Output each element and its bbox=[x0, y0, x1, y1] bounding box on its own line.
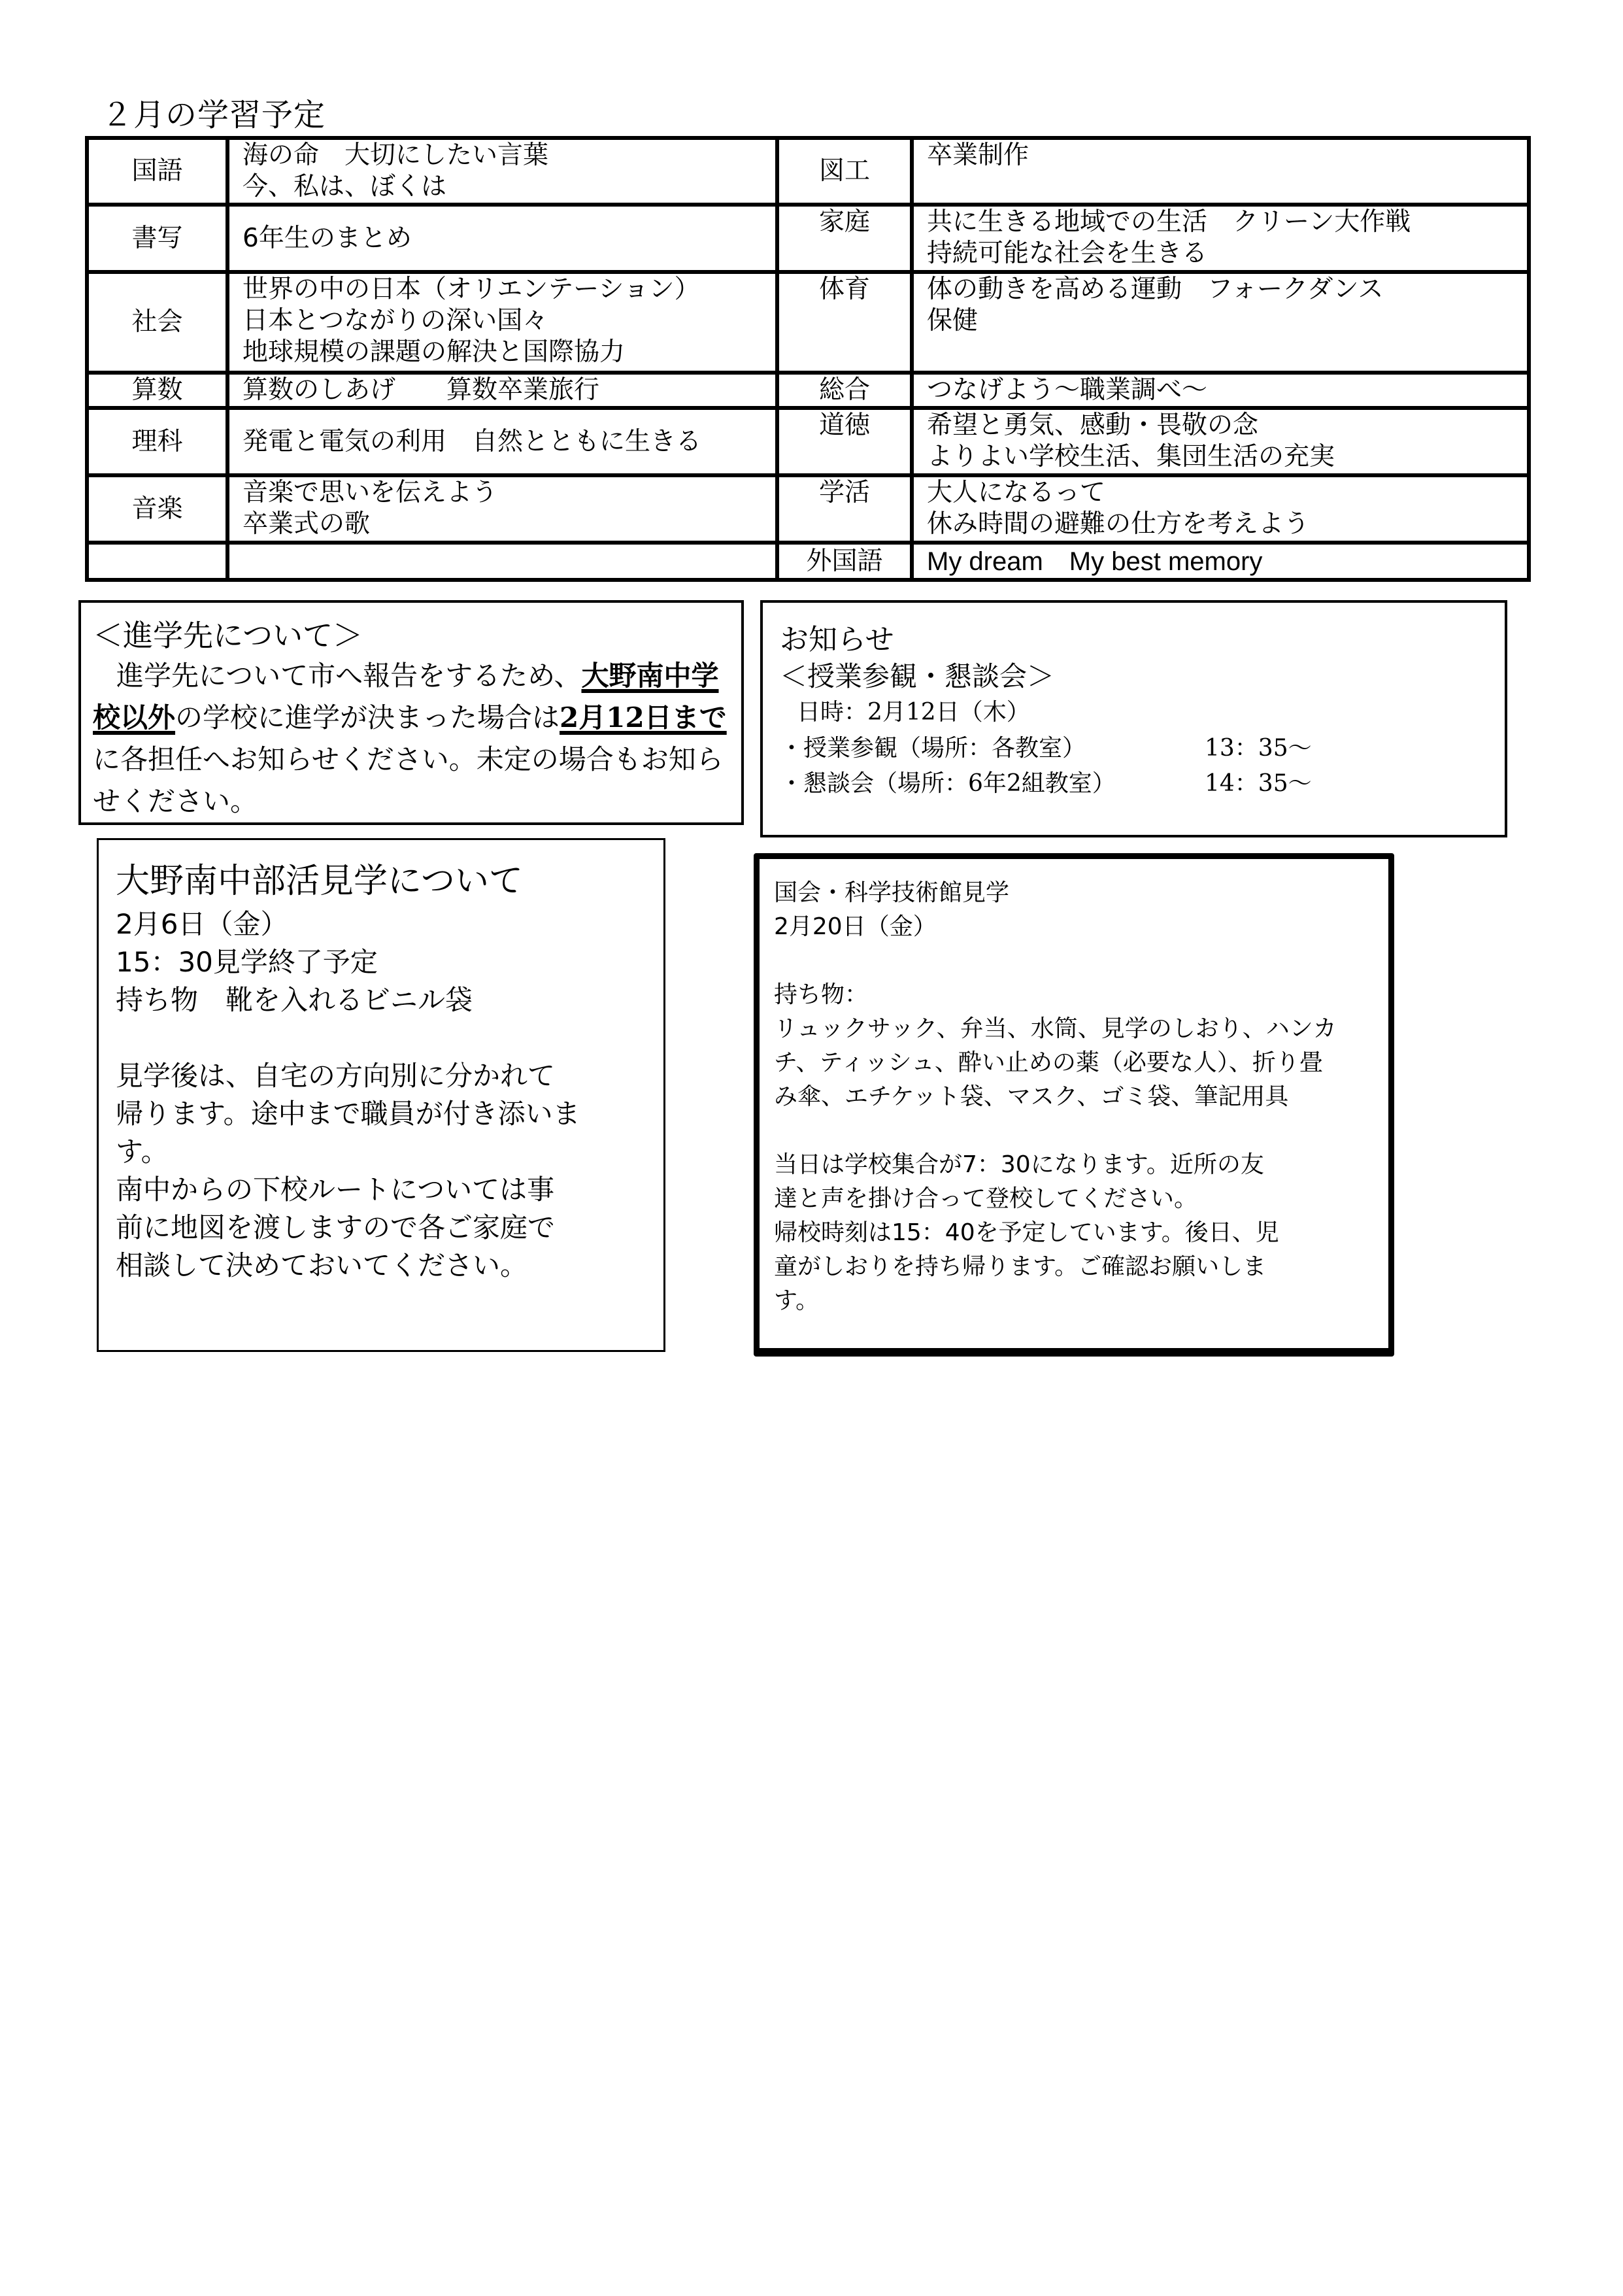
schedule-table bbox=[85, 136, 1531, 582]
content-line: 今、私は、ぼくは bbox=[243, 172, 447, 201]
content-line: 海の命 大切にしたい言葉 bbox=[243, 141, 549, 170]
subject-cell: 図工 bbox=[777, 138, 912, 205]
text-line: 前に地図を渡しますので各ご家庭で bbox=[116, 1211, 556, 1243]
content-line: 音楽で思いを伝えよう bbox=[243, 478, 498, 507]
subject-cell: 理科 bbox=[87, 408, 227, 475]
content-cell bbox=[912, 205, 1529, 272]
content-cell bbox=[227, 475, 777, 543]
table-row bbox=[87, 205, 1529, 272]
kokkai-box bbox=[754, 853, 1394, 1357]
content-line: 希望と勇気、感動・畏敬の念 bbox=[927, 411, 1259, 440]
content-cell bbox=[227, 272, 777, 373]
shingaku-emphasis-school: 大野南中学校以外 bbox=[93, 660, 719, 734]
oshirase-item-time: 14：35～ bbox=[1205, 770, 1312, 797]
kokkai-title: 国会・科学技術館見学 bbox=[774, 879, 1010, 906]
content-line: 6年生のまとめ bbox=[243, 223, 412, 253]
shingaku-emphasis-deadline: 2月12日まで bbox=[560, 701, 727, 734]
kokkai-items bbox=[774, 1012, 1374, 1114]
text-line: 当日は学校集合が7：30になります。近所の友 bbox=[774, 1151, 1264, 1178]
subject-cell: 学活 bbox=[777, 475, 912, 543]
text-line: み傘、エチケット袋、マスク、ゴミ袋、筆記用具 bbox=[774, 1083, 1289, 1110]
text-line: リュックサック、弁当、水筒、見学のしおり、ハンカ bbox=[774, 1015, 1337, 1042]
table-row bbox=[87, 272, 1529, 373]
oshirase-item bbox=[780, 766, 1488, 802]
kokkai-items-label: 持ち物： bbox=[774, 981, 869, 1008]
subject-cell: 道徳 bbox=[777, 408, 912, 475]
content-line: 保健 bbox=[927, 306, 979, 335]
content-line: 発電と電気の利用 自然とともに生きる bbox=[243, 426, 702, 456]
text-line: 見学後は、自宅の方向別に分かれて bbox=[116, 1060, 556, 1092]
subject-cell: 外国語 bbox=[777, 543, 912, 580]
bukatsu-date: 2月6日（金） bbox=[116, 908, 288, 940]
text-line: 南中からの下校ルートについては事 bbox=[116, 1173, 555, 1206]
text-line: チ、ティッシュ、酔い止めの薬（必要な人）、折り畳 bbox=[774, 1049, 1323, 1076]
subject-cell bbox=[87, 543, 227, 580]
content-cell bbox=[227, 373, 777, 408]
kokkai-note bbox=[774, 1148, 1374, 1318]
bukatsu-para1 bbox=[116, 1057, 646, 1171]
oshirase-title: お知らせ bbox=[780, 623, 894, 656]
text-line: 帰校時刻は15：40を予定しています。後日、児 bbox=[774, 1219, 1279, 1246]
subject-cell: 家庭 bbox=[777, 205, 912, 272]
content-line: よりよい学校生活、集団生活の充実 bbox=[927, 442, 1335, 471]
subject-cell: 国語 bbox=[87, 138, 227, 205]
oshirase-date: 日時：2月12日（木） bbox=[797, 699, 1030, 726]
text-line: 相談して決めておいてください。 bbox=[116, 1249, 528, 1281]
content-cell bbox=[227, 205, 777, 272]
table-row bbox=[87, 408, 1529, 475]
content-line: 卒業式の歌 bbox=[243, 509, 371, 539]
oshirase-item-label: ・懇談会（場所：6年2組教室） bbox=[780, 770, 1116, 797]
bukatsu-title: 大野南中部活見学について bbox=[116, 862, 523, 901]
oshirase-item bbox=[780, 731, 1488, 766]
content-line: 体の動きを高める運動 フォークダンス bbox=[927, 275, 1384, 304]
content-cell bbox=[227, 138, 777, 205]
oshirase-item-time: 13：35～ bbox=[1205, 735, 1312, 762]
subject-cell: 総合 bbox=[777, 373, 912, 408]
text-line: 童がしおりを持ち帰ります。ご確認お願いしま bbox=[774, 1253, 1267, 1280]
oshirase-subtitle: ＜授業参観・懇談会＞ bbox=[780, 660, 1055, 692]
text-line: 達と声を掛け合って登校してください。 bbox=[774, 1185, 1198, 1212]
subject-cell: 書写 bbox=[87, 205, 227, 272]
text-line: す。 bbox=[774, 1287, 820, 1314]
content-line: 地球規模の課題の解決と国際協力 bbox=[243, 337, 626, 367]
shingaku-text: 進学先について市へ報告をするため、 bbox=[116, 660, 582, 692]
text-line: す。 bbox=[116, 1136, 169, 1168]
oshirase-box bbox=[760, 600, 1507, 837]
content-cell bbox=[912, 138, 1529, 205]
shingaku-text: に各担任へお知らせください。未定の場合もお知らせください。 bbox=[93, 743, 724, 817]
bukatsu-para2 bbox=[116, 1171, 646, 1285]
content-line: つなげよう～職業調べ～ bbox=[927, 375, 1208, 405]
table-row bbox=[87, 543, 1529, 580]
content-cell bbox=[912, 475, 1529, 543]
table-row bbox=[87, 373, 1529, 408]
shingaku-title: ＜進学先について＞ bbox=[93, 618, 363, 653]
content-line: 卒業制作 bbox=[927, 141, 1029, 170]
content-line: 世界の中の日本（オリエンテーション） bbox=[243, 275, 700, 304]
content-line: 大人になるって bbox=[927, 478, 1106, 507]
bukatsu-items: 持ち物 靴を入れるビニル袋 bbox=[116, 984, 473, 1016]
bukatsu-end-time: 15：30見学終了予定 bbox=[116, 946, 378, 978]
shingaku-body bbox=[93, 655, 729, 822]
content-cell bbox=[912, 272, 1529, 373]
table-row bbox=[87, 475, 1529, 543]
oshirase-item-label: ・授業参観（場所：各教室） bbox=[780, 735, 1086, 762]
subject-cell: 音楽 bbox=[87, 475, 227, 543]
table-row bbox=[87, 138, 1529, 205]
text-line: 帰ります。途中まで職員が付き添いま bbox=[116, 1098, 580, 1130]
content-line: 日本とつながりの深い国々 bbox=[243, 306, 548, 335]
content-line: 算数のしあげ 算数卒業旅行 bbox=[243, 375, 600, 405]
content-line: 共に生きる地域での生活 クリーン大作戦 bbox=[927, 207, 1411, 237]
content-line: 持続可能な社会を生きる bbox=[927, 239, 1208, 268]
bukatsu-box bbox=[97, 838, 665, 1352]
kokkai-date: 2月20日（金） bbox=[774, 913, 937, 940]
content-cell bbox=[227, 543, 777, 580]
subject-cell: 体育 bbox=[777, 272, 912, 373]
page-title: ２月の学習予定 bbox=[101, 97, 326, 133]
content-cell bbox=[912, 373, 1529, 408]
content-cell bbox=[912, 408, 1529, 475]
content-cell bbox=[227, 408, 777, 475]
subject-cell: 算数 bbox=[87, 373, 227, 408]
content-line: 休み時間の避難の仕方を考えよう bbox=[927, 509, 1310, 539]
content-line: My dream My best memory bbox=[927, 547, 1263, 576]
shingaku-notice-box bbox=[78, 600, 744, 825]
content-cell bbox=[912, 543, 1529, 580]
shingaku-text: の学校に進学が決まった場合は bbox=[175, 701, 560, 734]
subject-cell: 社会 bbox=[87, 272, 227, 373]
